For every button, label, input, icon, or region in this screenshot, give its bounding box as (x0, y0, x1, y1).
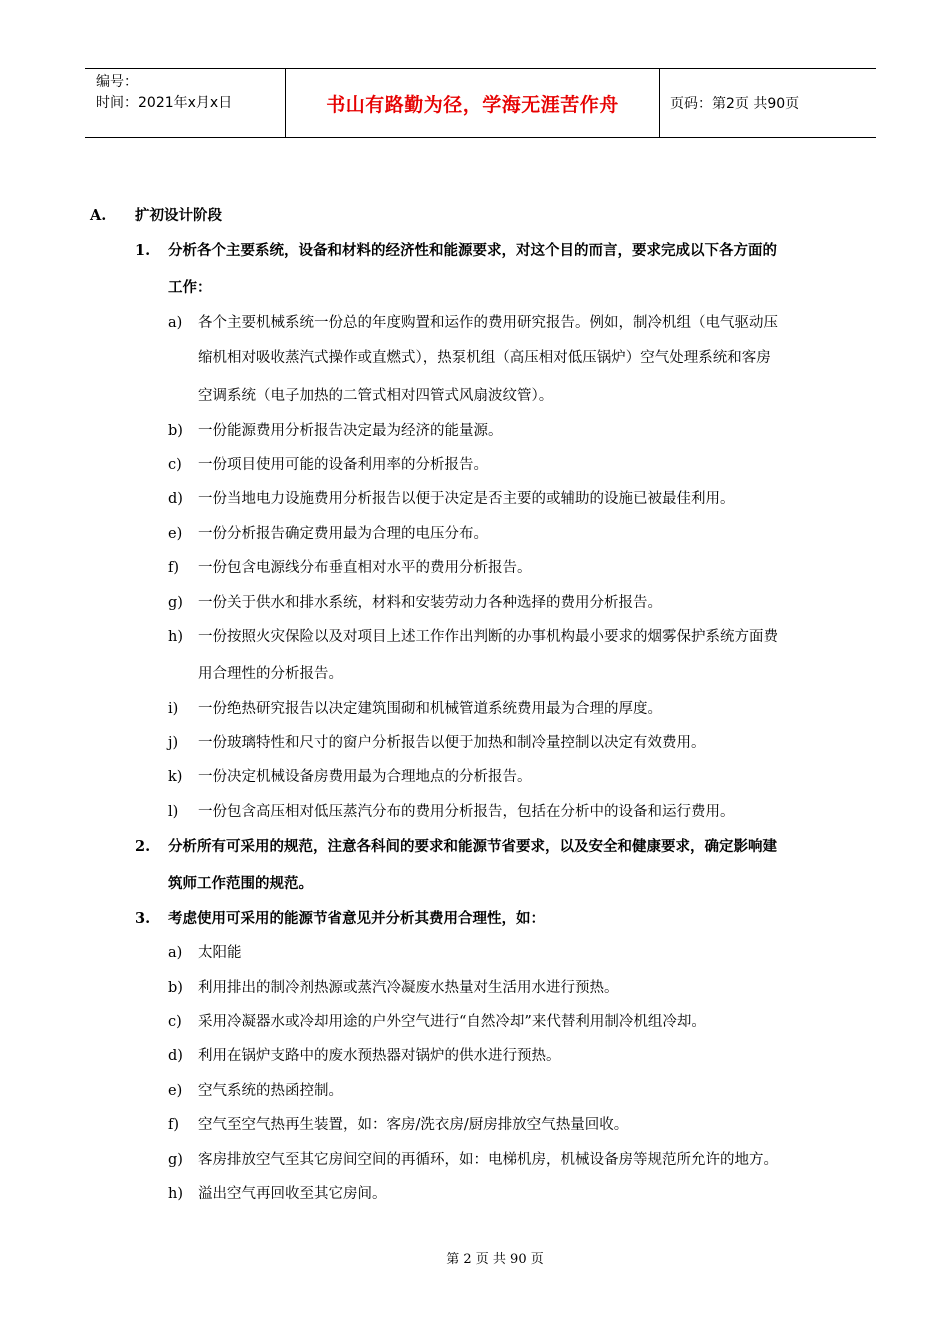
list-item (168, 733, 706, 753)
number-label: 编号： (96, 74, 138, 90)
item-3-number: 3. (135, 910, 151, 927)
list-item-text: 利用排出的制冷剂热源或蒸汽冷凝废水热量对生活用水进行预热。 (198, 980, 619, 996)
list-item-text: 空气至空气热再生装置，如：客房/洗衣房/厨房排放空气热量回收。 (198, 1117, 629, 1133)
item-1-number: 1. (135, 242, 151, 259)
time-label: 时间：2021年x月x日 (96, 95, 233, 111)
list-item (168, 1184, 387, 1204)
list-item-label: d) (168, 1048, 183, 1064)
document-header (85, 68, 876, 138)
list-item (168, 455, 488, 475)
list-item (168, 627, 778, 647)
list-item-text: 各个主要机械系统一份总的年度购置和运作的费用研究报告。例如，制冷机组（电气驱动压 (198, 315, 778, 331)
list-item-text: 溢出空气再回收至其它房间。 (198, 1186, 387, 1202)
list-item-text: 一份决定机械设备房费用最为合理地点的分析报告。 (198, 769, 532, 785)
list-item-label: e) (168, 1083, 183, 1099)
header-page-cell (660, 69, 876, 137)
list-item (168, 313, 778, 333)
list-item (168, 421, 503, 441)
list-item (168, 524, 488, 544)
list-item-label: k) (168, 769, 183, 785)
list-item-label: l) (168, 804, 179, 820)
list-item-text: 一份包含电源线分布垂直相对水平的费用分析报告。 (198, 560, 532, 576)
list-item-text: 一份绝热研究报告以决定建筑围砌和机械管道系统费用最为合理的厚度。 (198, 701, 662, 717)
item-2-number: 2. (135, 838, 151, 855)
list-item-text: 空气系统的热函控制。 (198, 1083, 343, 1099)
list-item-label: g) (168, 595, 183, 611)
list-item (168, 1046, 561, 1066)
list-item-label: c) (168, 457, 182, 473)
header-motto-cell (286, 69, 660, 137)
list-item-text: 客房排放空气至其它房间空间的再循环，如：电梯机房，机械设备房等规范所允许的地方。 (198, 1152, 778, 1168)
list-item (168, 699, 662, 719)
list-item-text: 一份当地电力设施费用分析报告以便于决定是否主要的或辅助的设施已被最佳利用。 (198, 491, 735, 507)
list-item-text: 一份包含高压相对低压蒸汽分布的费用分析报告，包括在分析中的设备和运行费用。 (198, 804, 735, 820)
list-item-label: i) (168, 701, 179, 717)
list-item-label: h) (168, 1186, 183, 1202)
list-item-text: 一份玻璃特性和尺寸的窗户分析报告以便于加热和制冷量控制以决定有效费用。 (198, 735, 706, 751)
header-meta-cell (85, 69, 286, 137)
list-item-label: j) (168, 735, 179, 751)
list-item-text: 一份关于供水和排水系统，材料和安装劳动力各种选择的费用分析报告。 (198, 595, 662, 611)
list-item-label: b) (168, 423, 183, 439)
list-item-label: a) (168, 945, 183, 961)
list-item (168, 802, 735, 822)
list-item-label: e) (168, 526, 183, 542)
list-item-continuation: 用合理性的分析报告。 (198, 666, 343, 682)
list-item (168, 1150, 778, 1170)
list-item-label: f) (168, 560, 180, 576)
page-footer: 第 2 页 共 90 页 (446, 1252, 544, 1267)
item-3-text-line1: 考虑使用可采用的能源节省意见并分析其费用合理性，如： (168, 910, 545, 927)
item-2-text-line1: 分析所有可采用的规范，注意各科间的要求和能源节省要求，以及安全和健康要求，确定影响建 (168, 838, 777, 855)
motto-text: 书山有路勤为径，学海无涯苦作舟 (326, 93, 619, 116)
list-item (168, 1115, 628, 1135)
section-letter: A. (90, 207, 107, 224)
list-item-text: 利用在锅炉支路中的废水预热器对锅炉的供水进行预热。 (198, 1048, 561, 1064)
list-item-continuation: 缩机相对吸收蒸汽式操作或直燃式），热泵机组（高压相对低压锅炉）空气处理系统和客房 (198, 350, 771, 366)
list-item-text: 太阳能 (198, 945, 242, 961)
list-item-label: a) (168, 315, 183, 331)
list-item-label: c) (168, 1014, 182, 1030)
list-item (168, 558, 532, 578)
list-item-label: d) (168, 491, 183, 507)
list-item (168, 593, 662, 613)
list-item (168, 489, 735, 509)
list-item-text: 采用冷凝器水或冷却用途的户外空气进行“自然冷却”来代替利用制冷机组冷却。 (198, 1014, 706, 1030)
list-item-text: 一份按照火灾保险以及对项目上述工作作出判断的办事机构最小要求的烟雾保护系统方面费 (198, 629, 778, 645)
section-title: 扩初设计阶段 (135, 207, 222, 224)
list-item (168, 767, 532, 787)
list-item-text: 一份分析报告确定费用最为合理的电压分布。 (198, 526, 488, 542)
list-item-continuation: 空调系统（电子加热的二管式相对四管式风扇波纹管）。 (198, 388, 554, 404)
page-label: 页码：第2页 共90页 (670, 96, 800, 112)
list-item-text: 一份项目使用可能的设备利用率的分析报告。 (198, 457, 488, 473)
list-item-label: b) (168, 980, 183, 996)
list-item-label: f) (168, 1117, 180, 1133)
list-item (168, 1012, 706, 1032)
list-item (168, 978, 619, 998)
item-1-text-line2: 工作： (168, 279, 212, 296)
list-item-label: h) (168, 629, 183, 645)
item-1-text-line1: 分析各个主要系统，设备和材料的经济性和能源要求，对这个目的而言，要求完成以下各方面的 (168, 242, 777, 259)
list-item (168, 943, 242, 963)
list-item (168, 1081, 343, 1101)
item-2-text-line2: 筑师工作范围的规范。 (168, 875, 313, 892)
list-item-label: g) (168, 1152, 183, 1168)
list-item-text: 一份能源费用分析报告决定最为经济的能量源。 (198, 423, 503, 439)
